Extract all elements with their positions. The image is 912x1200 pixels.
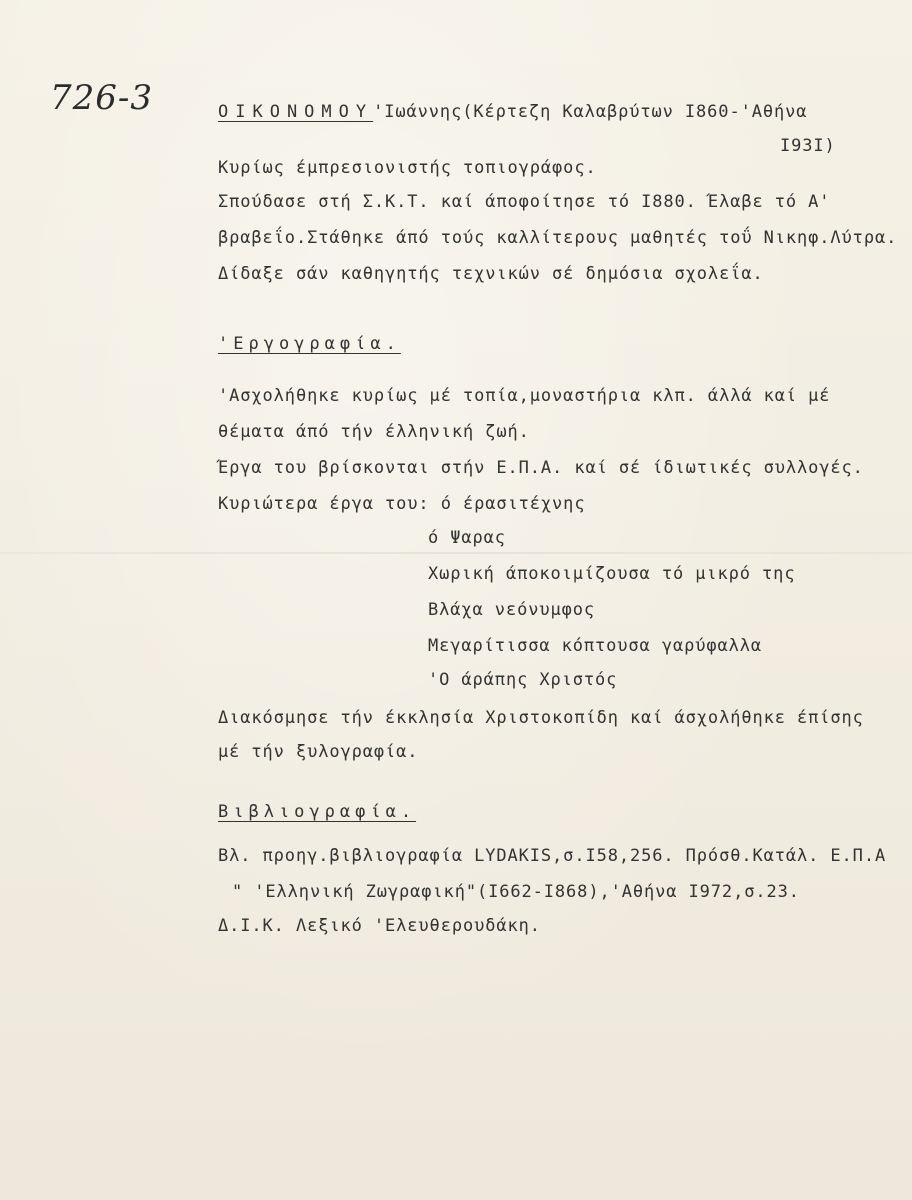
entry-header-rest: 'Ιωάννης(Κέρτεζη Καλαβρύτων Ι860-'Αθήνα [373, 102, 808, 122]
intro-line: Σπούδασε στή Σ.Κ.Τ. καί άποφοίτησε τό Ι880. Έλαβε τό Α' [218, 192, 831, 212]
works-list-item: 'Ο άράπης Χριστός [428, 670, 618, 690]
closing-line: μέ τήν ξυλογραφία. [218, 742, 419, 762]
intro-line: βραβεΐο.Στάθηκε άπό τούς καλλίτερους μαθητές τοΰ Νικηφ.Λύτρα. [218, 228, 898, 248]
bibliography-line: Δ.Ι.Κ. Λεξικό 'Ελευθερουδάκη. [218, 916, 541, 936]
entry-header-dates-end: Ι93Ι) [780, 136, 836, 156]
entry-header [218, 102, 807, 122]
works-list-item: Βλάχα νεόνυμφος [428, 600, 596, 620]
works-list-item: ό Ψαρας [428, 528, 506, 548]
closing-line: Διακόσμησε τήν έκκλησία Χριστοκοπίδη καί άσχολήθηκε έπίσης [218, 708, 864, 728]
works-heading: 'Εργογραφία. [218, 334, 401, 354]
works-line: Κυριώτερα έργα του: ό έρασιτέχνης [218, 494, 586, 514]
works-line: θέματα άπό τήν έλληνική ζωή. [218, 422, 530, 442]
intro-line: Κυρίως έμπρεσιονιστής τοπιογράφος. [218, 158, 597, 178]
handwritten-reference: 726-3 [50, 78, 154, 118]
works-list-item: Χωρική άποκοιμίζουσα τό μικρό της [428, 564, 796, 584]
paper-fold [0, 552, 912, 554]
bibliography-line: " 'Ελληνική Ζωγραφική"(Ι662-Ι868),'Αθήνα Ι972,σ.23. [232, 882, 800, 902]
bibliography-heading: Βιβλιογραφία. [218, 802, 417, 822]
works-list-item: Μεγαρίτισσα κόπτουσα γαρύφαλλα [428, 636, 763, 656]
intro-line: Δίδαξε σάν καθηγητής τεχνικών σέ δημόσια σχολεΐα. [218, 264, 764, 284]
entry-surname: OIKONOMOY [218, 102, 374, 122]
works-line: 'Ασχολήθηκε κυρίως μέ τοπία,μοναστήρια κλπ. άλλά καί μέ [218, 386, 831, 406]
bibliography-line: Βλ. προηγ.βιβλιογραφία LYDAKIS,σ.Ι58,256. Πρόσθ.Κατάλ. Ε.Π.Α [218, 846, 887, 866]
works-line: Έργα του βρίσκονται στήν Ε.Π.Α. καί σέ ίδιωτικές συλλογές. [218, 458, 864, 478]
